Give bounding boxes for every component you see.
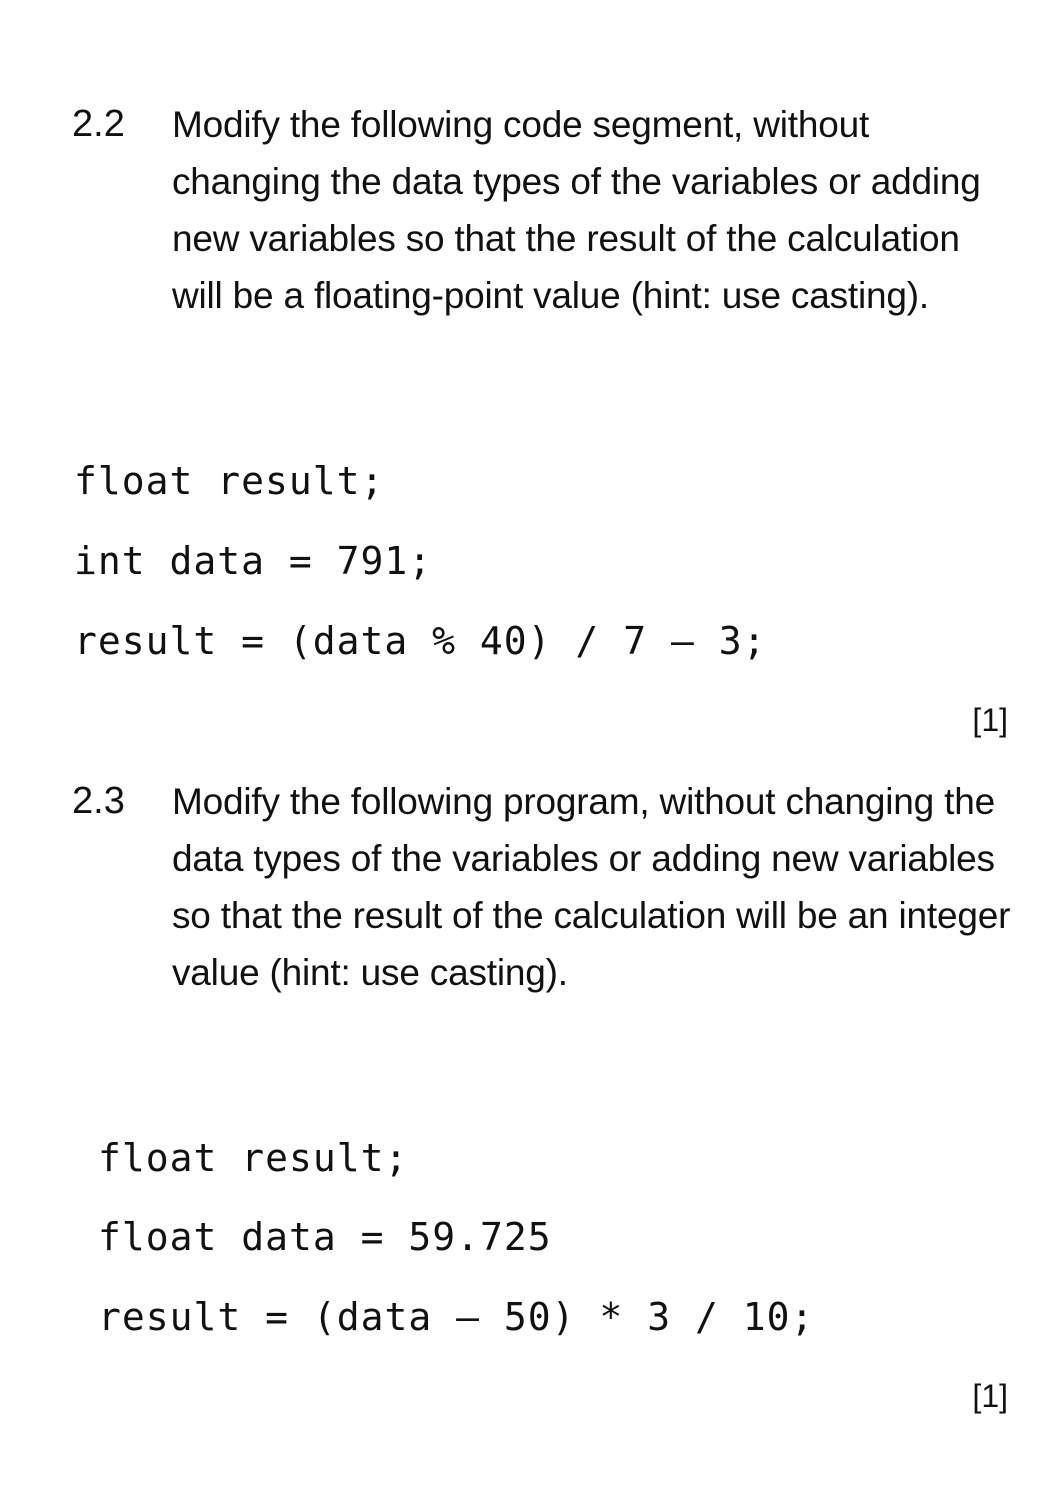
code-line: float data = 59.725 xyxy=(98,1215,552,1259)
question-text: Modify the following code segment, without changing the data types of the variables or adding new variables so that the result of the calculation will be a floating-point value (hint: use casting). xyxy=(172,104,981,316)
question-number: 2.2 xyxy=(72,103,125,145)
question-2-3 xyxy=(72,773,1012,1073)
code-line: float result; xyxy=(74,459,385,503)
code-line: result = (data – 50) * 3 / 10; xyxy=(98,1295,815,1339)
code-line: result = (data % 40) / 7 – 3; xyxy=(74,619,767,663)
code-line: float result; xyxy=(98,1136,409,1180)
question-number: 2.3 xyxy=(72,780,125,822)
marks-label: [1] xyxy=(972,702,1008,738)
question-text: Modify the following program, without changing the data types of the variables or adding new variables so that the result of the calculation will be an integer value (hint: use casting). xyxy=(172,781,1011,993)
marks-label: [1] xyxy=(972,1378,1008,1414)
code-line: int data = 791; xyxy=(74,539,433,583)
question-2-2 xyxy=(72,96,1012,396)
